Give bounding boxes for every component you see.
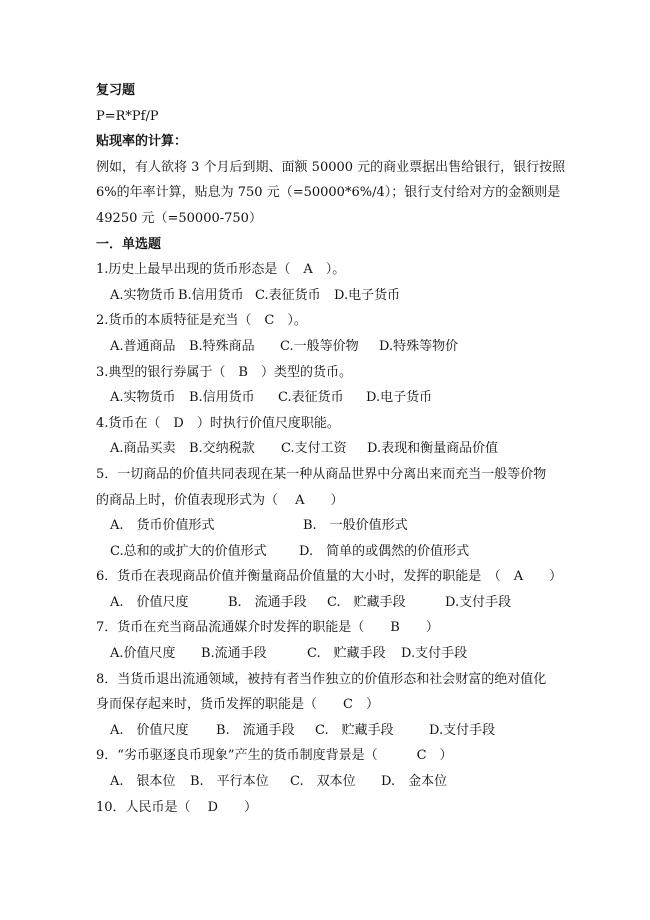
option-c: C.总和的或扩大的价值形式	[110, 543, 267, 559]
question-3-options	[96, 385, 586, 411]
option-d: D. 金本位	[381, 774, 448, 790]
option-d: D.支付手段	[401, 646, 468, 662]
question-5-options-row-1	[96, 513, 586, 539]
discount-heading: 贴现率的计算：	[96, 134, 188, 150]
option-a: A.商品买卖	[110, 441, 176, 457]
example-line-3: 49250 元（=50000-750）	[96, 210, 262, 226]
question-8-line-2: 身而保存起来时，货币发挥的职能是（ C ）	[96, 697, 379, 713]
option-d: D.特殊等物价	[379, 338, 459, 354]
option-b: B. 一般价值形式	[303, 518, 408, 534]
question-1: 1.历史上最早出现的货币形态是（ A ）。	[96, 262, 346, 278]
option-c: C.表征货币	[278, 390, 344, 406]
question-7-options	[96, 641, 586, 667]
option-d: D.表现和衡量商品价值	[367, 441, 499, 457]
option-d: D.电子货币	[366, 390, 433, 406]
option-c: C.表征货币	[255, 287, 321, 303]
option-d: D.电子货币	[334, 287, 401, 303]
option-b: B.交纳税款	[189, 441, 255, 457]
option-d: D.支付手段	[429, 722, 496, 738]
question-6: 6．货币在表现商品价值并衡量商品价值量的大小时，发挥的职能是 （ A ）	[96, 569, 563, 585]
example-line-1: 例如，有人欲将 3 个月后到期、面额 50000 元的商业票据出售给银行，银行按照	[96, 159, 566, 175]
option-b: B. 平行本位	[190, 774, 269, 790]
option-b: B. 流通手段	[216, 722, 295, 738]
question-3: 3.典型的银行券属于（ B ）类型的货币。	[96, 364, 352, 380]
option-c: C.支付工资	[281, 441, 347, 457]
example-line-2: 6%的年率计算，贴息为 750 元（=50000*6%/4）；银行支付给对方的金额则是	[96, 185, 561, 201]
question-5-line-1: 5．一切商品的价值共同表现在某一种从商品世界中分离出来而充当一般等价物	[96, 466, 547, 482]
option-b: B. 流通手段	[228, 594, 307, 610]
question-10: 10．人民币是（ D ）	[96, 799, 258, 815]
option-a: A. 价值尺度	[110, 594, 189, 610]
document-page	[96, 78, 586, 820]
option-a: A. 货币价值形式	[110, 518, 215, 534]
option-d: D. 简单的或偶然的价值形式	[299, 543, 470, 559]
option-c: C.一般等价物	[280, 338, 359, 354]
section-title: 一．单选题	[96, 236, 162, 252]
doc-title: 复习题	[96, 83, 136, 98]
question-2-options	[96, 334, 586, 360]
option-b: B.流通手段	[201, 646, 267, 662]
option-c: C. 贮藏手段	[307, 646, 386, 662]
option-a: A.普通商品	[110, 338, 176, 354]
option-d: D.支付手段	[445, 594, 512, 610]
question-4-options	[96, 436, 586, 462]
question-5-options-row-2	[96, 539, 586, 565]
option-a: A. 价值尺度	[110, 722, 189, 738]
question-8-options	[96, 718, 586, 744]
option-b: B.信用货币	[178, 287, 244, 303]
question-2: 2.货币的本质特征是充当（ C ）。	[96, 313, 307, 329]
question-9-options	[96, 769, 586, 795]
option-c: C. 双本位	[290, 774, 356, 790]
option-c: C. 贮藏手段	[315, 722, 394, 738]
question-6-options	[96, 590, 586, 616]
question-9: 9．“劣币驱逐良币现象”产生的货币制度背景是（ C ）	[96, 748, 453, 764]
option-a: A.实物货币	[110, 287, 176, 303]
question-8-line-1: 8．当货币退出流通领域，被持有者当作独立的价值形态和社会财富的绝对值化	[96, 671, 547, 687]
question-1-options	[96, 283, 586, 309]
question-4: 4.货币在（ D ）时执行价值尺度职能。	[96, 415, 340, 431]
option-b: B.特殊商品	[189, 338, 255, 354]
option-c: C. 贮藏手段	[327, 594, 406, 610]
option-b: B.信用货币	[189, 390, 255, 406]
option-a: A.实物货币	[110, 390, 176, 406]
option-a: A. 银本位	[110, 774, 176, 790]
option-a: A.价值尺度	[110, 646, 176, 662]
question-5-line-2: 的商品上时，价值表现形式为（ A ）	[96, 492, 344, 508]
formula: P=R*Pf/P	[96, 108, 159, 124]
question-7: 7．货币在充当商品流通媒介时发挥的职能是（ B ）	[96, 620, 439, 636]
